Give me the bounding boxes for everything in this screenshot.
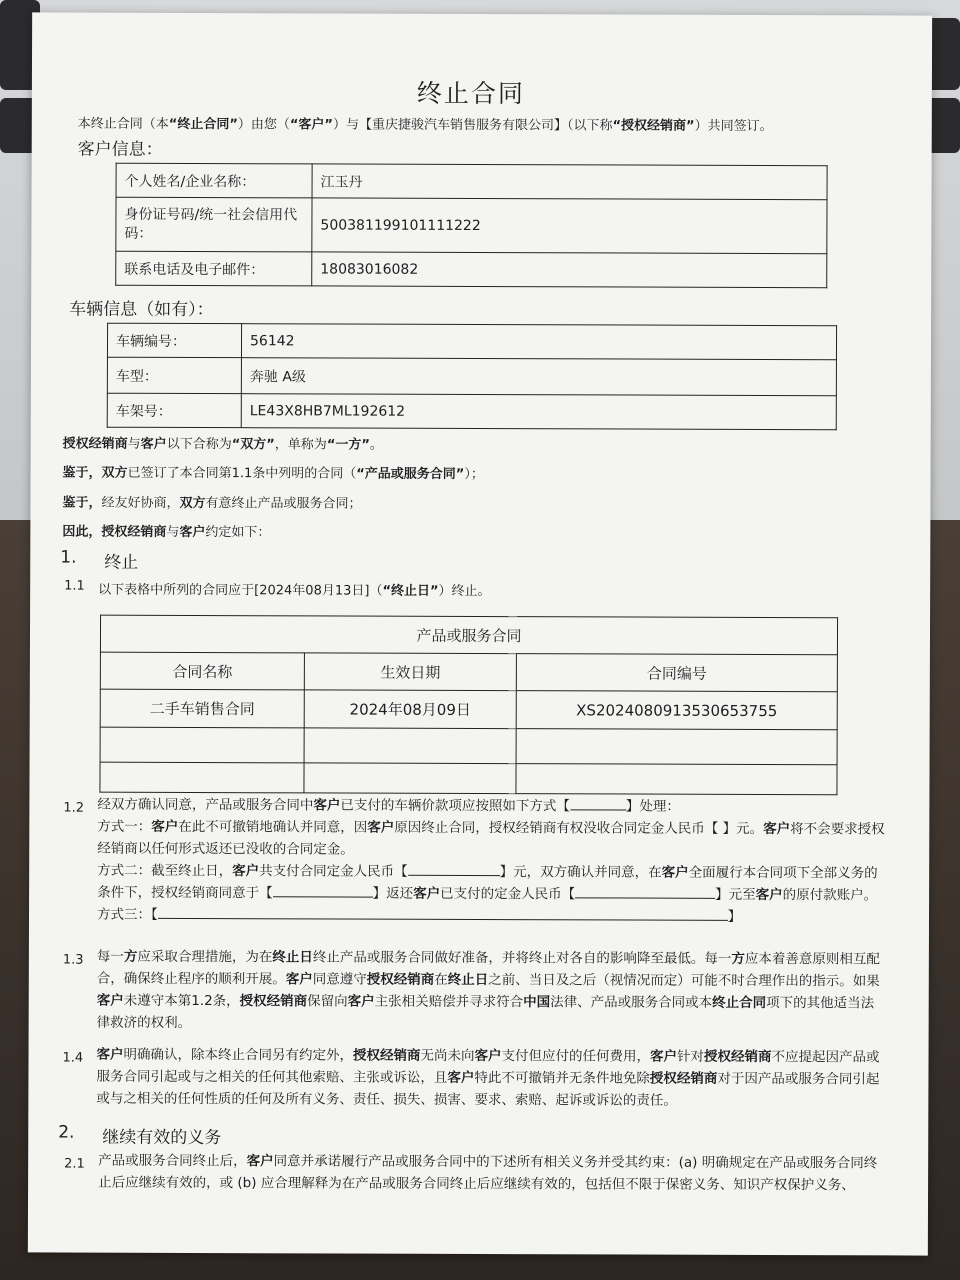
- recital-text: 有意终止产品或服务合同；: [205, 496, 362, 512]
- clause-text: 每一: [96, 948, 124, 965]
- deposit-amount-blank[interactable]: [408, 875, 500, 876]
- clause-text: 对于因产品或服务合同引起或与之相关的任何性质的任何及所有义务、责任、损失、损害、要求、索赔、起诉或诉讼的责任。: [96, 1070, 880, 1109]
- clause-2-1-text: [98, 1150, 888, 1197]
- customer-contact-value: 18083016082: [312, 252, 827, 288]
- recital-term: “一方”: [326, 437, 370, 453]
- table-row: [107, 323, 836, 360]
- vehicle-number-label: 车辆编号：: [107, 323, 241, 357]
- table-cell: 二手车销售合同: [100, 689, 304, 728]
- customer-contact-label: 联系电话及电子邮件：: [116, 251, 312, 286]
- option-three-blank[interactable]: [158, 918, 728, 921]
- recital-term: 双方: [179, 495, 206, 512]
- clause-text: 无尚未向: [420, 1047, 475, 1064]
- clause-1-1-text: [98, 579, 490, 599]
- clause-term: 客户: [285, 971, 313, 988]
- clause-text: 法律、产品或服务合同或本: [550, 994, 713, 1011]
- clause-term: 客户: [447, 1069, 475, 1086]
- recital-term: 客户: [140, 436, 167, 452]
- column-header: 合同编号: [516, 654, 837, 692]
- clause-text: 将不会要求授权经销商以任何形式返还已没收的合同定金。: [97, 821, 885, 858]
- clause-term: 客户: [367, 819, 395, 836]
- clause-1-3-text: [97, 946, 887, 1037]
- section-2-heading: 继续有效的义务: [102, 1127, 222, 1149]
- clause-term: 客户: [96, 992, 124, 1009]
- clause-1-2-text: [97, 794, 887, 929]
- recital-text: 经友好协商，: [101, 495, 180, 511]
- recital-text: 。: [369, 437, 383, 453]
- clause-text: 未遵守本第1.2条，: [123, 992, 240, 1010]
- table-row: [107, 357, 836, 396]
- table-cell: [100, 762, 304, 793]
- clause-text: 】元至: [715, 886, 756, 903]
- clause-text: 原因终止合同，授权经销商有权没收合同定金人民币【 】元。: [394, 819, 764, 837]
- recital-term: 因此，: [62, 524, 102, 540]
- table-cell: [516, 729, 837, 765]
- vehicle-info-table: [107, 323, 837, 431]
- clause-1-4-number: 1.4: [62, 1050, 84, 1066]
- clause-1-2-line: [97, 794, 887, 819]
- table-cell: 2024年08月09日: [304, 690, 516, 729]
- section-2-number: 2.: [58, 1122, 75, 1143]
- clause-term: “终止日”: [382, 583, 439, 599]
- clause-text: 的原付款账户。: [782, 887, 878, 904]
- recital-whereas-2: [62, 492, 361, 512]
- recital-term: “产品或服务合同”: [356, 466, 465, 482]
- clause-term: 授权经销商: [352, 1047, 421, 1064]
- table-cell: [100, 727, 304, 763]
- recital-term: “双方”: [231, 437, 275, 453]
- intro-text: ）与【重庆捷骏汽车销售服务有限公司】（以下称: [332, 117, 613, 134]
- recital-term: 客户: [179, 524, 206, 541]
- clause-text: 已支付的车辆价款项应按照如下方式【: [340, 797, 570, 815]
- table-row: [100, 689, 837, 730]
- clause-term: 客户: [763, 820, 791, 838]
- recital-text: 与: [127, 436, 141, 452]
- recital-text: 以下合称为: [166, 436, 232, 453]
- clause-text: 支付但应付的任何费用，: [501, 1048, 651, 1065]
- recital-term: 鉴于，: [62, 495, 102, 511]
- clause-term: 终止日: [447, 971, 489, 989]
- recital-text: 与: [166, 524, 180, 540]
- clause-text: 项下的其他适当法律救济的权利。: [96, 995, 875, 1031]
- clause-text: 针对: [676, 1048, 705, 1065]
- clause-term: 客户: [661, 864, 689, 881]
- customer-id-value: 500381199101111222: [312, 198, 827, 254]
- intro-term: “授权经销商”: [612, 118, 695, 134]
- refund-date-blank[interactable]: [273, 896, 373, 897]
- clause-term: 方: [123, 948, 138, 965]
- clause-text: 】元，双方确认并同意，在: [499, 864, 662, 881]
- column-header: 合同名称: [100, 652, 304, 690]
- customer-name-label: 个人姓名/企业名称：: [116, 163, 312, 198]
- clause-term: 客户: [313, 797, 341, 814]
- customer-info-table: [115, 163, 827, 288]
- intro-term: “终止合同”: [168, 116, 238, 133]
- section-1-number: 1.: [60, 547, 77, 568]
- clause-text: 方式二：截至终止日，: [97, 862, 233, 880]
- intro-text: ）共同签订。: [694, 118, 773, 135]
- clause-text: 方式三：【: [96, 906, 158, 923]
- vehicle-info-heading: 车辆信息（如有）：: [69, 299, 214, 321]
- clause-text: 】处理：: [625, 798, 680, 815]
- clause-text: 经双方确认同意，产品或服务合同中: [97, 796, 314, 814]
- option-three: [97, 904, 887, 929]
- table-row: [116, 251, 827, 287]
- option-two: [97, 860, 887, 907]
- clause-text: 终止产品或服务合同做好准备，并将终止对各自的影响降至最低。每一: [312, 949, 732, 967]
- vehicle-vin-label: 车架号：: [107, 393, 241, 427]
- vehicle-model-value: 奔驰 A级: [241, 358, 836, 396]
- clause-term: 客户: [232, 863, 260, 880]
- vehicle-number-value: 56142: [241, 324, 836, 360]
- customer-info-heading: 客户信息：: [77, 139, 163, 160]
- recital-therefore: [62, 521, 270, 541]
- clause-text: 同意遵守: [312, 971, 367, 988]
- table-row: [116, 197, 827, 253]
- clause-text: 应本着善意原则相互配合，确保终止程序的顺利开展。: [96, 950, 880, 988]
- clause-term: 授权经销商: [703, 1048, 772, 1066]
- section-1-heading: 终止: [104, 552, 139, 573]
- clause-text: 保留向: [307, 993, 348, 1010]
- clause-text: 特此不可撤销并无条件地免除: [474, 1069, 650, 1087]
- clause-text: 产品或服务合同终止后，: [98, 1152, 247, 1170]
- recital-parties: [63, 433, 383, 453]
- clause-1-3-number: 1.3: [62, 952, 84, 968]
- contract-table: [99, 615, 838, 796]
- clause-term: 授权经销商: [649, 1070, 718, 1087]
- contract-table-title: 产品或服务合同: [100, 615, 837, 655]
- column-header: 生效日期: [304, 653, 516, 691]
- clause-term: 客户: [96, 1046, 124, 1063]
- clause-text: 全面履行本合同项下全部义务的条件下，授权经销商同意于【: [97, 864, 878, 902]
- clause-text: 不应提起因产品或服务合同引起或与之相关的任何其他索赔、主张或诉讼，且: [96, 1049, 880, 1086]
- table-cell: [516, 764, 837, 795]
- recital-text: ）；: [464, 466, 484, 483]
- table-header-row: [100, 652, 837, 692]
- recital-term: 授权经销商: [62, 436, 128, 452]
- document-page: [28, 12, 932, 1255]
- table-row: [116, 163, 827, 199]
- document-title: 终止合同: [416, 78, 525, 109]
- recital-text: 已签订了本合同第1.1条中列明的合同（: [127, 465, 357, 482]
- table-row: [100, 727, 837, 765]
- customer-name-value: 江玉丹: [312, 164, 827, 200]
- clause-text: 共支付合同定金人民币【: [259, 863, 408, 880]
- clause-term: 客户: [347, 993, 375, 1010]
- clause-text: 在: [434, 971, 448, 988]
- vehicle-vin-value: LE43X8HB7ML192612: [241, 394, 836, 430]
- clause-term: 客户: [474, 1047, 502, 1065]
- clause-text: 方式一：: [97, 818, 152, 835]
- option-one: [97, 816, 887, 863]
- table-cell: [304, 728, 516, 764]
- clause-text: 在此不可撤销地确认并同意，因: [178, 818, 368, 836]
- recital-text: ，单称为: [274, 437, 327, 453]
- clause-term: 客户: [413, 885, 441, 902]
- recital-term: 鉴于，: [62, 465, 102, 481]
- clause-term: 方: [731, 950, 745, 967]
- clause-1-4-text: [96, 1044, 886, 1113]
- clause-term: 客户: [755, 886, 783, 904]
- table-row: [107, 393, 836, 430]
- intro-text: 本终止合同（本: [77, 116, 169, 132]
- intro-text: ）由您（: [237, 117, 290, 133]
- intro-paragraph: [78, 113, 773, 134]
- clause-text: 明确确认，除本终止合同另有约定外，: [123, 1046, 354, 1064]
- recital-text: 约定如下：: [205, 525, 271, 541]
- table-row: [100, 762, 837, 795]
- method-choice-blank[interactable]: [570, 809, 626, 810]
- clause-text: ）终止。: [438, 583, 491, 600]
- recital-term: 双方: [101, 465, 128, 481]
- clause-text: 之前、当日及之后（视情况而定）可能不时合理作出的指示。如果: [488, 972, 880, 990]
- clause-text: 已支付的定金人民币【: [440, 885, 576, 903]
- clause-term: 终止日: [272, 949, 313, 966]
- recital-term: 授权经销商: [101, 524, 167, 540]
- clause-1-2-number: 1.2: [63, 800, 85, 816]
- table-cell: [304, 763, 516, 794]
- clause-text: 主张相关赔偿并寻求符合: [374, 993, 524, 1011]
- table-cell: XS2024080913530653755: [516, 691, 837, 730]
- refund-amount-blank[interactable]: [575, 897, 715, 898]
- intro-term: “客户”: [289, 117, 334, 133]
- recital-whereas-1: [63, 462, 484, 482]
- clause-text: 】返还: [372, 885, 414, 902]
- clause-text: 以下表格中所列的合同应于[2024年08月13日]（: [98, 582, 383, 599]
- clause-2-1-number: 2.1: [64, 1156, 85, 1172]
- clause-term: 客户: [151, 818, 179, 835]
- table-title-row: [100, 615, 837, 655]
- vehicle-model-label: 车型：: [107, 357, 241, 393]
- clause-text: 同意并承诺履行产品或服务合同中的下述所有相关义务并受其约束：(a) 明确规定在产品或服务合同终止后应继续有效的，或 (b) 应合理解释为在产品或服务合同终止后应继续有效的，包括但不限于保密义务、知识产权保护义务、: [98, 1153, 878, 1194]
- clause-1-1-number: 1.1: [64, 578, 85, 594]
- clause-term: 终止合同: [712, 994, 767, 1012]
- clause-text: 应采取合理措施，为在: [137, 948, 273, 966]
- clause-term: 授权经销商: [366, 971, 435, 988]
- clause-text: 】: [727, 908, 742, 925]
- clause-term: 客户: [649, 1048, 678, 1065]
- clause-term: 客户: [246, 1153, 274, 1170]
- clause-term: 中国: [523, 994, 551, 1011]
- clause-term: 授权经销商: [239, 993, 308, 1010]
- customer-id-label: 身份证号码/统一社会信用代码：: [116, 197, 312, 252]
